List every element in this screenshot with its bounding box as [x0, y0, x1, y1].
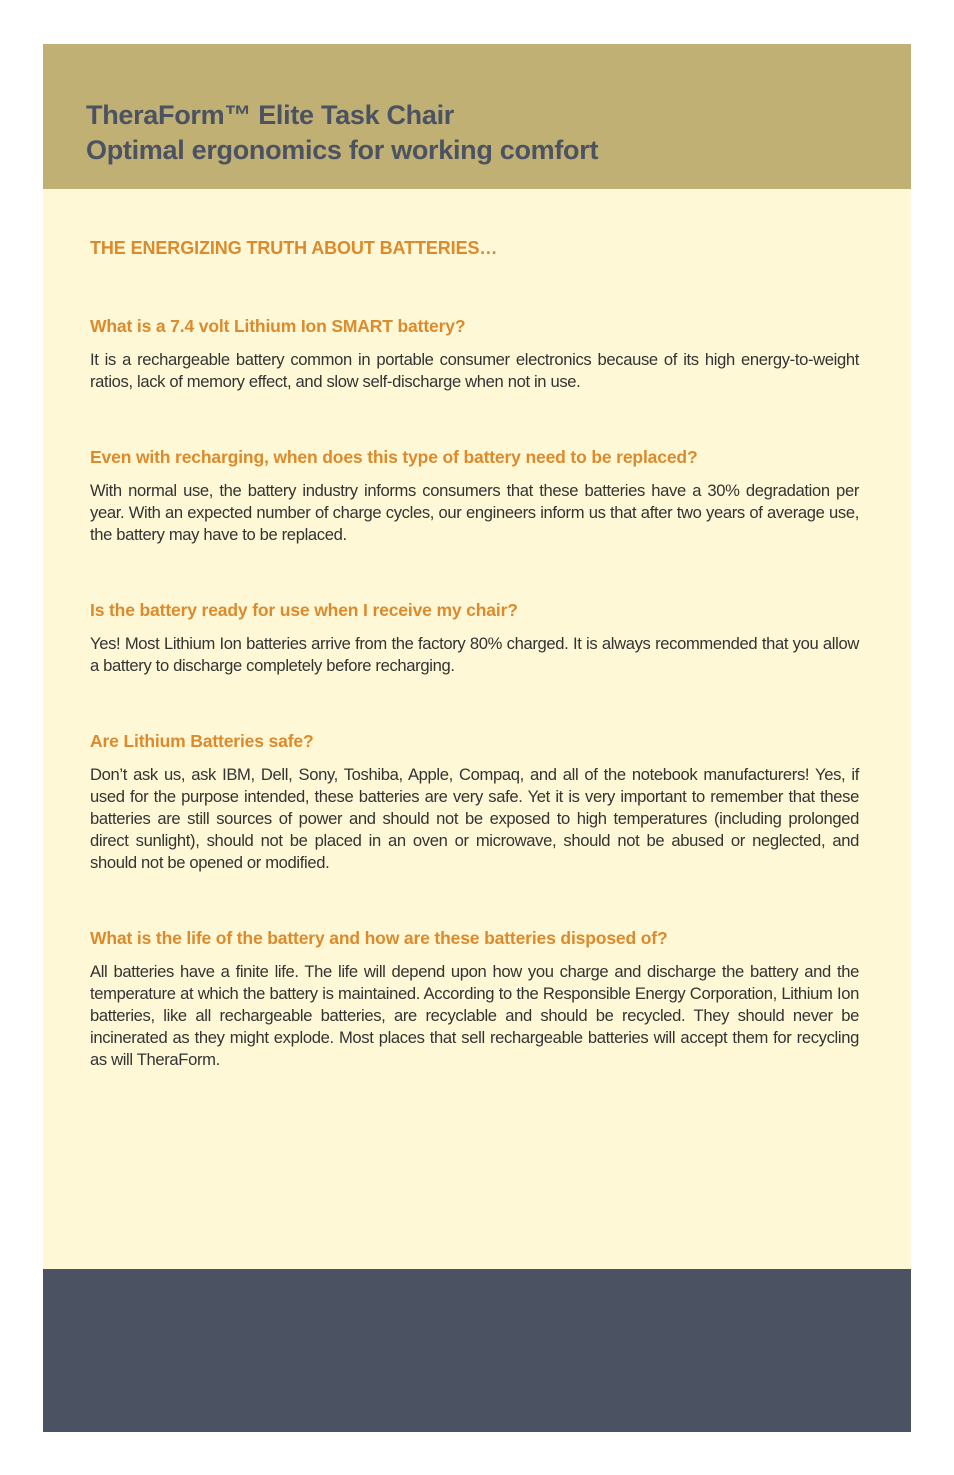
faq-item: [90, 314, 859, 393]
header-banner: [43, 44, 911, 189]
faq-question: Even with recharging, when does this type of battery need to be replaced?: [90, 447, 698, 467]
faq-item: [90, 445, 859, 546]
faq-answer: It is a rechargeable battery common in portable consumer electronics because of its high energy-to-weight ratios, lack of memory effect, and slow self-discharge when not in use.: [90, 350, 859, 391]
faq-answer: Yes! Most Lithium Ion batteries arrive from the factory 80% charged. It is always recommended that you allow a battery to discharge completely before recharging.: [90, 634, 859, 675]
faq-answer: All batteries have a finite life. The life will depend upon how you charge and discharge the battery and the temperature at which the battery is maintained. According to the Responsible Energy Corporation, Lithium Ion batteries, like all rechargeable batteries, are recyclable and should be recycled. They should never be incinerated as they might explode. Most places that sell rechargeable batteries will accept them for recycling as will TheraForm.: [90, 962, 859, 1069]
faq-question: Are Lithium Batteries safe?: [90, 731, 314, 751]
document-page: [43, 44, 911, 1432]
page-title: [86, 98, 598, 168]
title-line-1: TheraForm™ Elite Task Chair: [86, 100, 455, 130]
faq-answer: With normal use, the battery industry informs consumers that these batteries have a 30% degradation per year. With an expected number of charge cycles, our engineers inform us that after two years of average use, the battery may have to be replaced.: [90, 481, 859, 544]
faq-question: What is the life of the battery and how are these batteries disposed of?: [90, 928, 668, 948]
footer-band: [43, 1269, 911, 1432]
faq-item: [90, 926, 859, 1071]
faq-question: Is the battery ready for use when I receive my chair?: [90, 600, 518, 620]
faq-item: [90, 598, 859, 677]
title-line-2: Optimal ergonomics for working comfort: [86, 135, 599, 165]
section-heading: THE ENERGIZING TRUTH ABOUT BATTERIES…: [90, 238, 498, 258]
faq-answer: Don’t ask us, ask IBM, Dell, Sony, Toshiba, Apple, Compaq, and all of the notebook manufacturers! Yes, if used for the purpose intended, these batteries are very safe. Yet it is very important to remember that these batteries are still sources of power and should not be exposed to high temperatures (including prolonged direct sunlight), should not be placed in an oven or microwave, should not be abused or neglected, and should not be opened or modified.: [90, 765, 859, 872]
main-content: [90, 236, 859, 1071]
faq-item: [90, 729, 859, 874]
faq-question: What is a 7.4 volt Lithium Ion SMART battery?: [90, 316, 466, 336]
